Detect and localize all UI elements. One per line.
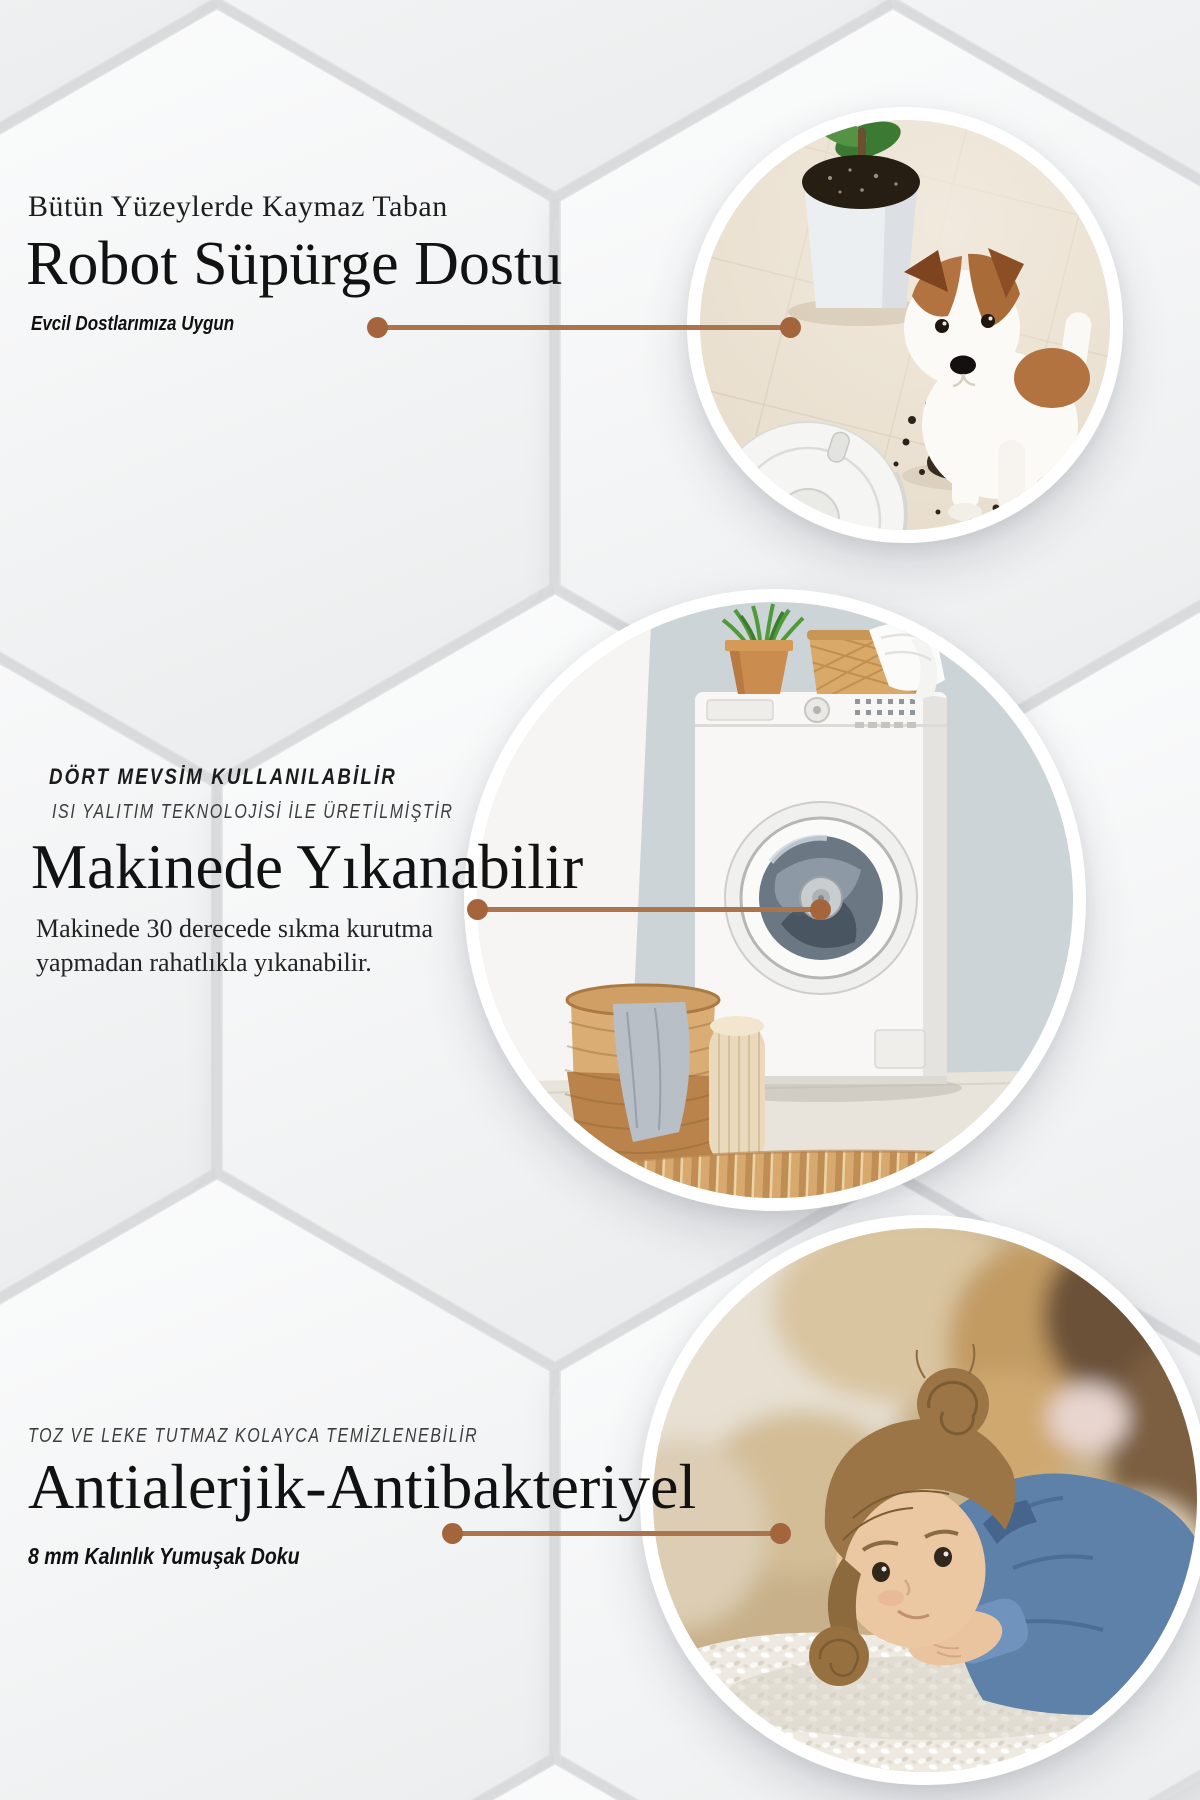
middle-eyebrow-light <box>52 801 554 824</box>
top-title: Robot Süpürge Dostu <box>26 230 563 298</box>
top-tagline <box>31 313 270 336</box>
middle-body-line2: yapmadan rahatlıkla yıkanabilir. <box>36 948 372 977</box>
connector-dot-middle-right <box>810 899 831 920</box>
connector-line-top <box>377 325 790 330</box>
connector-line-bottom <box>452 1531 780 1536</box>
middle-title: Makinede Yıkanabilir <box>31 832 584 902</box>
top-tagline-text: Evcil Dostlarımıza Uygun <box>31 313 235 335</box>
middle-eyebrow-bold <box>49 764 458 790</box>
middle-body-line1: Makinede 30 derecede sıkma kurutma <box>36 914 434 943</box>
connector-dot-top-left <box>367 317 388 338</box>
connector-line-middle <box>477 907 820 912</box>
bottom-title: Antialerjik-Antibakteriyel <box>28 1451 697 1522</box>
top-kicker: Bütün Yüzeylerde Kaymaz Taban <box>28 190 448 223</box>
child-on-rug-illustration <box>653 1228 1197 1772</box>
middle-eyebrow-light-text: ISI YALITIM TEKNOLOJİSİ İLE ÜRETİLMİŞTİR <box>52 801 454 823</box>
bottom-tagline <box>28 1543 348 1570</box>
middle-body <box>36 912 433 980</box>
bottom-tagline-text: 8 mm Kalınlık Yumuşak Doku <box>28 1543 300 1569</box>
bottom-eyebrow-light-text: TOZ VE LEKE TUTMAZ KOLAYCA TEMİZLENEBİLİR <box>28 1425 479 1447</box>
connector-dot-bottom-right <box>770 1523 791 1544</box>
middle-eyebrow-bold-text: DÖRT MEVSİM KULLANILABİLİR <box>49 764 397 789</box>
photo-child-on-rug <box>640 1215 1200 1785</box>
connector-dot-top-right <box>780 317 801 338</box>
connector-dot-bottom-left <box>442 1523 463 1544</box>
bottom-eyebrow-light <box>28 1425 591 1448</box>
